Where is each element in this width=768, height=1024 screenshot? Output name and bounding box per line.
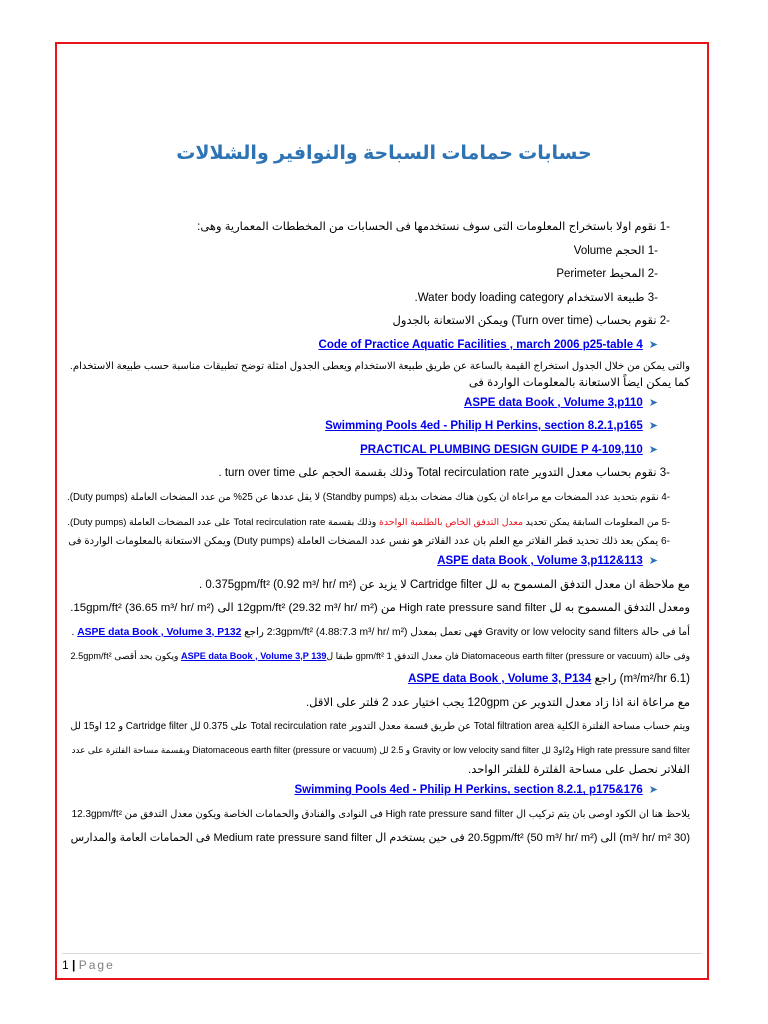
diatomaceous-ref-text: (6.1 m³/m²/hr) راجع bbox=[594, 673, 690, 686]
paragraph-diatomaceous-ref bbox=[70, 668, 690, 692]
paragraph-step-6: -6 يمكن بعد ذلك تحديد قطر الفلاتر مع العلم بان عدد الفلاتر هو نفس عدد المضخات العاملة (Duty pumps) ويمكن الاستعانة بالمعلومات الواردة فى bbox=[68, 536, 670, 548]
reference-aspe-p110[interactable] bbox=[70, 392, 690, 416]
step-5-rest: وذلك بقسمة Total recirculation rate على عدد المضخات العاملة (Duty pumps). bbox=[67, 515, 377, 527]
list-item-volume: -1 الحجم Volume bbox=[573, 244, 658, 257]
reference-link[interactable]: PRACTICAL PLUMBING DESIGN GUIDE P 4-109,110 bbox=[360, 443, 643, 456]
paragraph-step-2: -2 نقوم بحساب (Turn over time) ويمكن الاستعانة بالجدول bbox=[392, 315, 670, 328]
paragraph-also-refer: كما يمكن ايضاً الاستعانة بالمعلومات الواردة فى bbox=[468, 376, 690, 389]
paragraph-filtration-area-2: High rate pressure sand filter و2او3 لل Gravity or low velocity sand filter و 2.5 لل Diatomaceous earth filter (pressure or vacuum) وبقسمة مساحة الفلترة على عدد bbox=[71, 744, 690, 755]
paragraph-gravity-filters: أما فى حالة Gravity or low velocity sand filters فهى تعمل بمعدل 2:3gpm/ft² (4.88:7.3 m³/ hr/ m²) راجع ASPE data Book , Volume 3, P132 . bbox=[71, 626, 690, 638]
gravity-text: أما فى حالة Gravity or low velocity sand filters فهى تعمل بمعدل 2:3gpm/ft² (4.88:7.3 m³/ hr/ m²) راجع bbox=[244, 626, 690, 638]
paragraph-filtration-area-3: الفلاتر نحصل على مساحة الفلترة للفلتر الواحد. bbox=[468, 764, 690, 777]
reference-perkins-p165[interactable] bbox=[70, 415, 690, 439]
reference-code-of-practice[interactable] bbox=[70, 334, 690, 358]
list-item-loading-category: -3 طبيعة الاستخدام Water body loading category. bbox=[414, 291, 658, 304]
page-footer bbox=[62, 953, 702, 972]
highlighted-phrase: معدل التدفق الخاص بالطلمبة الواحدة bbox=[378, 515, 524, 527]
paragraph-step-3: -3 نقوم بحساب معدل التدوير Total recirculation rate وذلك بقسمة الحجم على turn over time . bbox=[218, 467, 670, 480]
paragraph-code-note-1: يلاحظ هنا ان الكود اوصى بان يتم تركيب ال High rate pressure sand filter فى النوادى والفنادق والحمامات الخاصة ويكون معدل التدفق من 12.3gpm/ft² bbox=[71, 809, 690, 821]
paragraph-filtration-area-1: ويتم حساب مساحة الفلترة الكلية Total filtration area عن طريق قسمة معدل التدوير Total recirculation rate على 0.375 لل Cartridge filter و 12 او15 لل bbox=[70, 721, 690, 733]
footer-separator: | bbox=[72, 958, 76, 972]
paragraph-code-note-2: (30 m³/ hr/ m²) الى 20.5gpm/ft² (50 m³/ hr/ m²) فى حين يستخدم ال Medium rate pressure sand filter فى الحمامات العامة والمدارس bbox=[70, 831, 690, 844]
reference-link[interactable]: ASPE data Book , Volume 3, P132 bbox=[77, 626, 242, 638]
reference-link[interactable]: ASPE data Book , Volume 3, P134 bbox=[408, 673, 592, 686]
arrow-bullet-icon: ➤ bbox=[648, 338, 658, 351]
paragraph-step-5 bbox=[67, 510, 690, 534]
paragraph-cartridge-rate: مع ملاحظة ان معدل التدفق المسموح به لل Cartridge filter لا يزيد عن 0.375gpm/ft² (0.92 m³/ hr/ m²) . bbox=[199, 578, 690, 591]
arrow-bullet-icon: ➤ bbox=[648, 555, 658, 568]
reference-plumbing-guide[interactable] bbox=[70, 439, 690, 463]
paragraph-step-4: -4 نقوم بتحديد عدد المضخات مع مراعاة ان يكون هناك مضخات بديلة (Standby pumps) لا يقل عددها عن 25% من عدد المضخات العاملة (Duty pumps). bbox=[67, 491, 670, 503]
diatomaceous-text: وفى حالة Diatomaceous earth filter (pressure or vacuum) فان معدل التدفق 1 gpm/ft² طبقا ل bbox=[326, 650, 690, 661]
page-number: 1 bbox=[62, 958, 69, 972]
reference-link[interactable]: Swimming Pools 4ed - Philip H Perkins, section 8.2.1, p175&176 bbox=[294, 784, 643, 797]
reference-perkins-p175[interactable] bbox=[70, 779, 690, 803]
document-title: حسابات حمامات السباحة والنوافير والشلالات bbox=[176, 143, 592, 164]
arrow-bullet-icon: ➤ bbox=[648, 784, 658, 797]
paragraph-diatomaceous bbox=[70, 645, 690, 669]
reference-link[interactable]: ASPE data Book , Volume 3,p110 bbox=[464, 396, 643, 409]
reference-aspe-p112[interactable] bbox=[70, 550, 690, 574]
arrow-bullet-icon: ➤ bbox=[648, 443, 658, 456]
paragraph-step-1: -1 نقوم اولا باستخراج المعلومات التى سوف نستخدمها فى الحسابات من المخططات المعمارية وهى: bbox=[197, 221, 670, 233]
arrow-bullet-icon: ➤ bbox=[648, 420, 658, 433]
diatomaceous-max: ويكون بحد أقصى 2.5gpm/ft² bbox=[70, 650, 179, 661]
arrow-bullet-icon: ➤ bbox=[648, 396, 658, 409]
reference-link[interactable]: Swimming Pools 4ed - Philip H Perkins, section 8.2.1,p165 bbox=[325, 420, 643, 433]
paragraph-two-filters: مع مراعاة انة اذا زاد معدل التدوير عن 120gpm يجب اختيار عدد 2 فلتر على الاقل. bbox=[305, 696, 690, 709]
list-item-perimeter: -2 المحيط Perimeter bbox=[556, 268, 658, 281]
step-5-intro: -5 من المعلومات السابقة يمكن تحديد bbox=[525, 515, 670, 527]
paragraph-high-rate-sand: ومعدل التدفق المسموح به لل High rate pressure sand filter من 12gpm/ft² (29.32 m³/ hr/ m²) الى 15gpm/ft² (36.65 m³/ hr/ m²). bbox=[70, 602, 690, 615]
page-label: Page bbox=[78, 958, 115, 972]
document-body bbox=[67, 216, 690, 850]
reference-link[interactable]: ASPE data Book , Volume 3,P 139 bbox=[180, 650, 327, 661]
paragraph-table-note: والتى يمكن من خلال الجدول استخراج القيمة بالساعة عن طريق طبيعة الاستخدام ويعطى الجدول امثلة توضح تطبيقات مناسبة حسب طبيعة الاستخدام. bbox=[70, 360, 690, 372]
reference-link[interactable]: ASPE data Book , Volume 3,p112&113 bbox=[437, 555, 643, 568]
reference-link[interactable]: Code of Practice Aquatic Facilities , march 2006 p25-table 4 bbox=[318, 338, 643, 351]
